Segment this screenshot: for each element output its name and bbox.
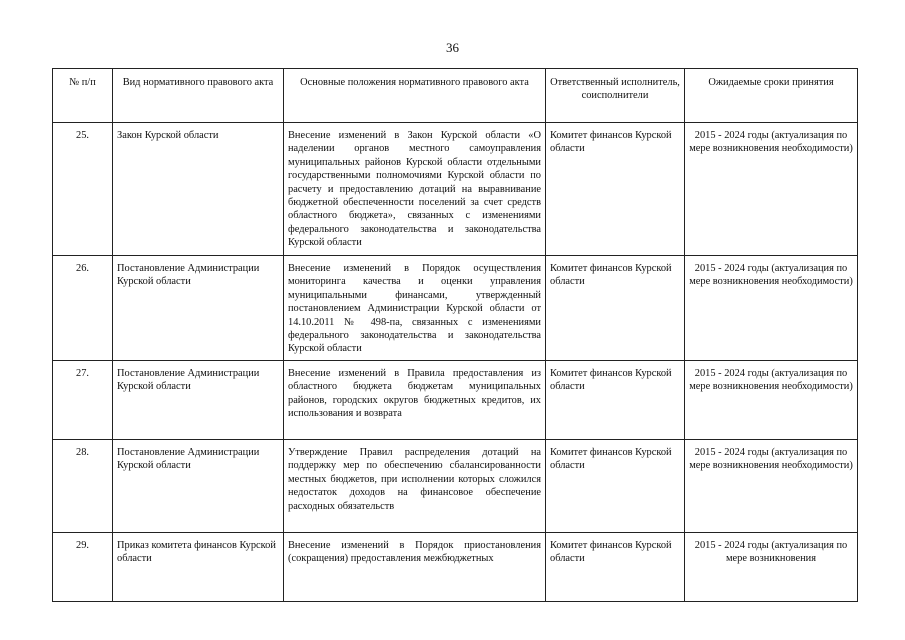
act-executor: Комитет финансов Курской области bbox=[546, 123, 685, 256]
act-executor: Комитет финансов Курской области bbox=[546, 440, 685, 533]
act-executor: Комитет финансов Курской области bbox=[546, 533, 685, 602]
act-executor: Комитет финансов Курской области bbox=[546, 256, 685, 361]
row-number: 26. bbox=[53, 256, 113, 361]
act-type: Закон Курской области bbox=[113, 123, 284, 256]
header-deadline: Ожидаемые сроки принятия bbox=[685, 69, 858, 123]
header-row bbox=[53, 69, 858, 123]
row-number: 27. bbox=[53, 361, 113, 440]
act-provisions: Внесение изменений в Закон Курской области «О наделении органов местного самоуправления муниципальных районов Курской области отдельными государственными полномочиями Курской области по расчету и предоставлению дотаций на выравнивание бюджетной обеспеченности поселений за счет средств областного бюджета», связанных с изменениями федерального законодательства и законодательства Курской области bbox=[284, 123, 546, 256]
act-provisions: Утверждение Правил распределения дотаций на поддержку мер по обеспечению сбалансированности местных бюджетов, при исполнении которых сложился недостаток доходов на финансовое обеспечение расходных обязательств bbox=[284, 440, 546, 533]
table-row bbox=[53, 361, 858, 440]
act-deadline: 2015 - 2024 годы (актуализация по мере возникновения необходимости) bbox=[685, 123, 858, 256]
regulatory-acts-table bbox=[52, 68, 858, 602]
header-number: № п/п bbox=[53, 69, 113, 123]
act-deadline: 2015 - 2024 годы (актуализация по мере возникновения bbox=[685, 533, 858, 602]
header-executor: Ответственный исполнитель, соисполнители bbox=[546, 69, 685, 123]
act-deadline: 2015 - 2024 годы (актуализация по мере возникновения необходимости) bbox=[685, 361, 858, 440]
act-executor: Комитет финансов Курской области bbox=[546, 361, 685, 440]
page-number: 36 bbox=[446, 40, 459, 55]
act-type: Приказ комитета финансов Курской области bbox=[113, 533, 284, 602]
act-provisions: Внесение изменений в Правила предоставления из областного бюджета бюджетам муниципальных районов, городских округов бюджетных кредитов, их использования и возврата bbox=[284, 361, 546, 440]
table-row bbox=[53, 256, 858, 361]
header-act-type: Вид нормативного правового акта bbox=[113, 69, 284, 123]
act-type: Постановление Администрации Курской области bbox=[113, 361, 284, 440]
act-provisions: Внесение изменений в Порядок приостановления (сокращения) предоставления межбюджетных bbox=[284, 533, 546, 602]
act-type: Постановление Администрации Курской области bbox=[113, 256, 284, 361]
row-number: 25. bbox=[53, 123, 113, 256]
row-number: 28. bbox=[53, 440, 113, 533]
act-provisions: Внесение изменений в Порядок осуществления мониторинга качества и оценки управления муниципальными финансами, утвержденный постановлением Администрации Курской области от 14.10.2011 № 498-па, связанных с изменениями федерального законодательства и законодательства Курской области bbox=[284, 256, 546, 361]
table-body bbox=[53, 123, 858, 602]
table-row bbox=[53, 440, 858, 533]
table-row bbox=[53, 533, 858, 602]
table-header bbox=[53, 69, 858, 123]
act-type: Постановление Администрации Курской области bbox=[113, 440, 284, 533]
act-deadline: 2015 - 2024 годы (актуализация по мере возникновения необходимости) bbox=[685, 440, 858, 533]
header-provisions: Основные положения нормативного правового акта bbox=[284, 69, 546, 123]
act-deadline: 2015 - 2024 годы (актуализация по мере возникновения необходимости) bbox=[685, 256, 858, 361]
row-number: 29. bbox=[53, 533, 113, 602]
table-row bbox=[53, 123, 858, 256]
